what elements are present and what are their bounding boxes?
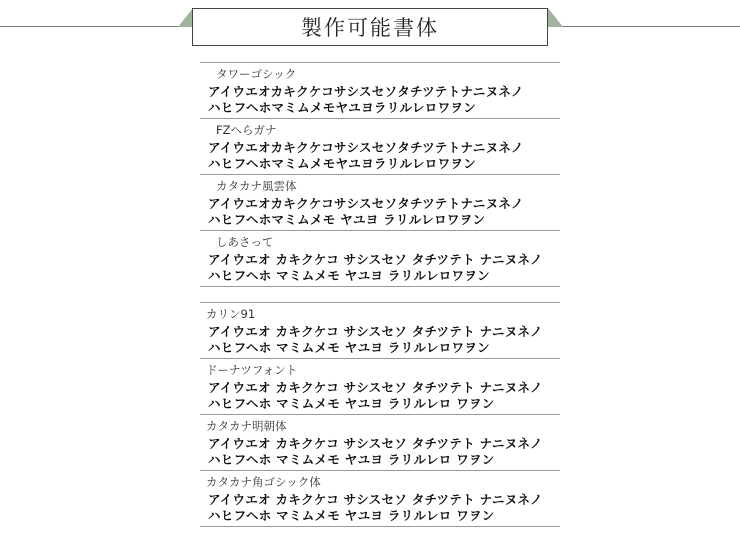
font-name: カタカナ明朝体: [206, 419, 287, 433]
font-sample-line-1: アイウエオカキクケコサシスセソタチツテトナニヌネノ: [208, 84, 524, 99]
font-name: タワーゴシック: [216, 67, 297, 81]
font-name: カタカナ角ゴシック体: [206, 475, 321, 489]
font-entry: [200, 414, 560, 470]
font-name: ドーナツフォント: [206, 363, 298, 377]
font-name: カタカナ風雲体: [216, 179, 297, 193]
font-entry: [200, 118, 560, 174]
font-name: しあさって: [216, 235, 274, 249]
font-entry: [200, 358, 560, 414]
font-sample-line-2: ハヒフヘホマミムメモヤユヨラリルレロワヲン: [208, 156, 476, 171]
header-tab-right-accent: [548, 8, 563, 27]
font-sample-line-1: アイウエオカキクケコサシスセソタチツテトナニヌネノ: [208, 196, 524, 211]
font-sample-line-2: ハヒフヘホ マミムメモ ヤユヨ ラリルレロワヲン: [208, 340, 490, 355]
font-name: カリン91: [206, 307, 256, 321]
font-entry: [200, 62, 560, 118]
font-list-group-2: [200, 302, 560, 527]
font-sample-line-2: ハヒフヘホ マミムメモ ヤユヨ ラリルレロワヲン: [208, 268, 490, 283]
font-entry: [200, 174, 560, 230]
font-entry: [200, 230, 560, 287]
font-sample-line-1: アイウエオ カキクケコ サシスセソ タチツテト ナニヌネノ: [208, 492, 543, 507]
font-name: FZへらガナ: [216, 123, 277, 137]
font-sample-line-1: アイウエオ カキクケコ サシスセソ タチツテト ナニヌネノ: [208, 380, 543, 395]
font-sample-line-1: アイウエオ カキクケコ サシスセソ タチツテト ナニヌネノ: [208, 436, 543, 451]
font-sample-line-2: ハヒフヘホマミムメモヤユヨラリルレロワヲン: [208, 100, 476, 115]
font-entry: [200, 302, 560, 358]
font-sample-line-1: アイウエオ カキクケコ サシスセソ タチツテト ナニヌネノ: [208, 252, 543, 267]
font-sample-line-2: ハヒフヘホ マミムメモ ヤユヨ ラリルレロ ワヲン: [208, 396, 495, 411]
header-tab-left-accent: [178, 8, 193, 27]
page-title: 製作可能書体: [192, 8, 548, 46]
font-sample-line-1: アイウエオ カキクケコ サシスセソ タチツテト ナニヌネノ: [208, 324, 543, 339]
font-sample-line-2: ハヒフヘホマミムメモ ヤユヨ ラリルレロワヲン: [208, 212, 486, 227]
font-sample-line-2: ハヒフヘホ マミムメモ ヤユヨ ラリルレロ ワヲン: [208, 452, 495, 467]
font-sample-line-1: アイウエオカキクケコサシスセソタチツテトナニヌネノ: [208, 140, 524, 155]
font-list-group-1: [200, 62, 560, 287]
font-sample-line-2: ハヒフヘホ マミムメモ ヤユヨ ラリルレロ ワヲン: [208, 508, 495, 523]
font-entry: [200, 470, 560, 527]
